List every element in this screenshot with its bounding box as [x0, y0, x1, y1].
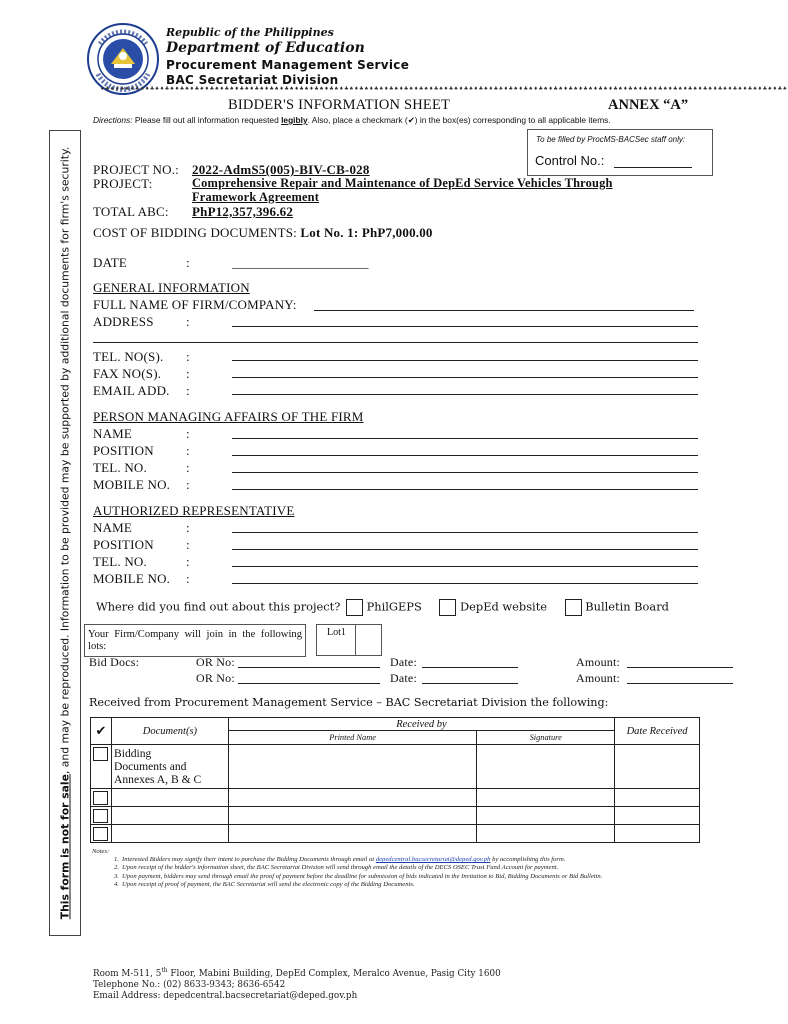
- address-colon: :: [186, 314, 190, 329]
- footer-room-sup: th: [161, 967, 168, 974]
- form-title: BIDDER'S INFORMATION SHEET: [228, 97, 451, 113]
- signature-header: Signature: [477, 731, 615, 745]
- total-abc-label: TOTAL ABC:: [93, 204, 169, 219]
- philgeps-checkbox[interactable]: [346, 599, 363, 616]
- footer-room: [93, 965, 501, 980]
- printed-name-cell[interactable]: [228, 789, 476, 807]
- footer-email: Email Address: depedcentral.bacsecretariat@deped.gov.ph: [93, 990, 358, 1001]
- general-info-heading: GENERAL INFORMATION: [93, 280, 250, 295]
- address-field-2[interactable]: [93, 342, 698, 343]
- rep-name-colon: :: [186, 520, 190, 535]
- control-no-label: Control No.:: [535, 153, 605, 168]
- deped-website-checkbox[interactable]: [439, 599, 456, 616]
- document-cell[interactable]: [111, 825, 228, 843]
- rep-name-label: NAME: [93, 520, 133, 535]
- lot1-divider: [355, 625, 356, 655]
- doc-line-2: Documents and: [113, 760, 187, 773]
- bid-docs-label: Bid Docs:: [89, 655, 140, 669]
- signature-cell[interactable]: [477, 789, 615, 807]
- rep-position-colon: :: [186, 537, 190, 552]
- person-mobile-label: MOBILE NO.: [93, 477, 171, 492]
- rep-tel-field[interactable]: [232, 566, 698, 567]
- rep-mobile-label: MOBILE NO.: [93, 571, 171, 586]
- address-label: ADDRESS: [93, 314, 154, 329]
- printed-name-cell[interactable]: [228, 825, 476, 843]
- fax-colon: :: [186, 366, 190, 381]
- or-no-label-2: OR No:: [196, 671, 235, 685]
- rep-position-field[interactable]: [232, 549, 698, 550]
- footer-address: [93, 965, 501, 1002]
- republic-text: Republic of the Philippines: [166, 26, 334, 39]
- documents-header: Document(s): [111, 718, 228, 745]
- person-name-colon: :: [186, 426, 190, 441]
- person-position-field[interactable]: [232, 455, 698, 456]
- rep-name-field[interactable]: [232, 532, 698, 533]
- date-field[interactable]: _____________________: [232, 255, 369, 270]
- date-received-cell[interactable]: [615, 807, 700, 825]
- person-mobile-colon: :: [186, 477, 190, 492]
- bidding-documents-cell: [111, 745, 228, 789]
- lot1-label: Lot1: [327, 627, 346, 638]
- letterhead: [166, 26, 409, 87]
- checkmark-icon: ✔: [407, 115, 415, 125]
- footer-telephone: Telephone No.: (02) 8633-9343; 8636-6542: [93, 979, 286, 990]
- note-number: 3.: [114, 872, 119, 880]
- note-item: [92, 881, 702, 889]
- notes-label: Notes:: [92, 848, 110, 855]
- bulletin-board-label: Bulletin Board: [585, 599, 669, 614]
- side-notice-frame: [49, 130, 81, 936]
- rep-position-label: POSITION: [93, 537, 154, 552]
- decorative-border: ♦♣♠♦♣♠♦♣♠♦♣♠♦♣♠♦♣♠♦♣♠♦♣♠♦♣♠♦♣♠♦♣♠♦♣♠♦♣♠♦♣♠♦♣♠♦♣♠♦♣♠♦♣♠♦♣♠♦♣♠♦♣♠♦♣♠♦♣♠♦♣♠♦♣♠♦♣♠♦♣♠♦♣♠♦♣♠♦♣♠♦♣♠♦♣♠♦♣♠♦♣♠♦♣♠♦♣♠♦♣♠♦♣♠♦♣♠♦♣♠♦♣♠♦♣♠♦♣♠♦♣♠♦♣♠♦♣♠: [100, 86, 788, 92]
- or-no-field-1[interactable]: [238, 667, 380, 668]
- annex-label: ANNEX “A”: [608, 97, 689, 113]
- footer-room-post: Floor, Mabini Building, DepEd Complex, Meralco Avenue, Pasig City 1600: [167, 968, 501, 979]
- printed-name-cell[interactable]: [228, 745, 476, 789]
- note-item: [92, 873, 702, 881]
- date-received-cell[interactable]: [615, 825, 700, 843]
- rep-mobile-colon: :: [186, 571, 190, 586]
- date-received-header: Date Received: [615, 718, 700, 745]
- authorized-rep-heading: AUTHORIZED REPRESENTATIVE: [93, 503, 295, 518]
- note-item: [92, 864, 702, 872]
- date-colon: :: [186, 255, 190, 270]
- person-tel-label: TEL. NO.: [93, 460, 147, 475]
- note-1-tail: by accomplishing this form.: [492, 856, 566, 864]
- address-field-1[interactable]: [232, 326, 698, 327]
- rep-tel-colon: :: [186, 554, 190, 569]
- email-label: EMAIL ADD.: [93, 383, 170, 398]
- row-checkbox[interactable]: [93, 809, 108, 823]
- project-label: PROJECT:: [93, 176, 153, 191]
- date-label: DATE: [93, 255, 128, 270]
- person-tel-colon: :: [186, 460, 190, 475]
- fax-label: FAX NO(S).: [93, 366, 162, 381]
- doc-line-3: Annexes A, B & C: [113, 773, 202, 786]
- tel-colon: :: [186, 349, 190, 364]
- total-abc-value: PhP12,357,396.62: [192, 204, 294, 219]
- date-field-2[interactable]: [422, 683, 518, 684]
- staff-only-note: To be filled by ProcMS-BACSec staff only:: [536, 135, 686, 144]
- table-row: [91, 807, 700, 825]
- rep-mobile-field[interactable]: [232, 583, 698, 584]
- cost-bidding-docs: [93, 225, 433, 241]
- table-row: [91, 789, 700, 807]
- email-field[interactable]: [232, 394, 698, 395]
- deped-website-label: DepEd website: [460, 599, 548, 614]
- lots-text: Your Firm/Company will join in the following lots:: [88, 629, 302, 652]
- note-number: 2.: [114, 864, 119, 872]
- directions-part1: Please fill out all information requested: [134, 115, 279, 125]
- note-4-text: Upon receipt of proof of payment, the BAC Secretariat will send the electronic copy of the Bidding Documents.: [122, 880, 415, 888]
- tel-label: TEL. NO(S).: [93, 349, 164, 364]
- person-tel-field[interactable]: [232, 472, 698, 473]
- person-managing-heading: PERSON MANAGING AFFAIRS OF THE FIRM: [93, 409, 364, 424]
- amount-label-1: Amount:: [576, 655, 621, 669]
- or-no-field-2[interactable]: [238, 683, 380, 684]
- staff-only-box: [527, 129, 713, 176]
- directions-part3: ) in the box(es) corresponding to all applicable items.: [414, 115, 611, 125]
- signature-cell[interactable]: [477, 825, 615, 843]
- note-number: 4.: [114, 880, 119, 888]
- lots-box: [84, 624, 306, 657]
- check-column-header: ✔: [91, 718, 112, 745]
- project-name-line1: Comprehensive Repair and Maintenance of DepEd Service Vehicles Through: [192, 176, 613, 190]
- printed-name-header: Printed Name: [228, 731, 476, 745]
- note-number: 1.: [114, 856, 119, 864]
- firm-name-label: FULL NAME OF FIRM/COMPANY:: [93, 297, 297, 312]
- deped-seal-logo: [86, 22, 160, 96]
- directions-legibly: legibly: [281, 115, 308, 125]
- row-checkbox[interactable]: [93, 827, 108, 841]
- division-text: BAC Secretariat Division: [166, 73, 339, 87]
- firm-name-field[interactable]: [314, 310, 694, 311]
- philgeps-label: PhilGEPS: [366, 599, 422, 614]
- project-name-line2: Framework Agreement: [192, 190, 320, 204]
- tel-field[interactable]: [232, 360, 698, 361]
- footer-room-pre: Room M-511, 5: [93, 968, 162, 979]
- lot1-box[interactable]: [316, 624, 382, 656]
- note-2-text: Upon receipt of the bidder's information sheet, the BAC Secretariat Division will send through email the details of the DECS OSEC Trust Fund Account for payment.: [122, 864, 559, 872]
- fax-field[interactable]: [232, 377, 698, 378]
- cost-label: COST OF BIDDING DOCUMENTS:: [93, 225, 297, 240]
- table-row: [91, 745, 700, 789]
- table-row: [91, 825, 700, 843]
- source-question-row: [96, 599, 669, 616]
- received-documents-table: [90, 717, 700, 843]
- source-question: Where did you find out about this project?: [96, 599, 341, 614]
- side-notice-rest: , and may be reproduced. Information to be provided may be supported by additional documents for firm's security.: [58, 146, 72, 775]
- department-text: Department of Education: [166, 40, 365, 56]
- date-label-1: Date:: [390, 655, 417, 669]
- bac-email-link[interactable]: depedcentral.bacsecretariat@deped.gov.ph: [375, 856, 491, 864]
- directions-text: [93, 115, 611, 125]
- email-colon: :: [186, 383, 190, 398]
- project-no-value: 2022-AdmS5(005)-BIV-CB-028: [192, 162, 370, 177]
- signature-cell[interactable]: [477, 807, 615, 825]
- amount-field-2[interactable]: [627, 683, 733, 684]
- person-mobile-field[interactable]: [232, 489, 698, 490]
- received-heading: Received from Procurement Management Service – BAC Secretariat Division the following:: [89, 696, 609, 709]
- printed-name-cell[interactable]: [228, 807, 476, 825]
- note-3-text: Upon payment, bidders may send through email the proof of payment before the deadline for submission of bids indicated in the Invitation to Bid, Bidding Documents or Bid Bulletin.: [122, 872, 603, 880]
- received-by-header: Received by: [228, 718, 614, 731]
- not-for-sale-text: This form is not for sale: [58, 774, 72, 920]
- service-text: Procurement Management Service: [166, 58, 410, 72]
- control-no-field[interactable]: [614, 167, 692, 168]
- row-checkbox[interactable]: [93, 747, 108, 761]
- note-item: [92, 856, 702, 864]
- bulletin-board-checkbox[interactable]: [565, 599, 582, 616]
- row-checkbox[interactable]: [93, 791, 108, 805]
- or-no-label-1: OR No:: [196, 655, 235, 669]
- directions-label: Directions:: [93, 115, 133, 125]
- date-field-1[interactable]: [422, 667, 518, 668]
- date-received-cell[interactable]: [615, 789, 700, 807]
- person-position-colon: :: [186, 443, 190, 458]
- directions-part2: . Also, place a checkmark (: [307, 115, 408, 125]
- rep-tel-label: TEL. NO.: [93, 554, 147, 569]
- note-1-text: Interested Bidders may signify their intent to purchase the Bidding Documents through email at: [122, 856, 375, 864]
- doc-line-1: Bidding: [113, 747, 152, 760]
- person-position-label: POSITION: [93, 443, 154, 458]
- amount-field-1[interactable]: [627, 667, 733, 668]
- person-name-field[interactable]: [232, 438, 698, 439]
- person-name-label: NAME: [93, 426, 133, 441]
- document-cell[interactable]: [111, 807, 228, 825]
- date-received-cell[interactable]: [615, 745, 700, 789]
- notes-section: [92, 848, 702, 889]
- side-notice-text: [59, 138, 72, 928]
- document-cell[interactable]: [111, 789, 228, 807]
- amount-label-2: Amount:: [576, 671, 621, 685]
- cost-value: Lot No. 1: PhP7,000.00: [300, 225, 433, 240]
- signature-cell[interactable]: [477, 745, 615, 789]
- date-label-2: Date:: [390, 671, 417, 685]
- project-no-label: PROJECT NO.:: [93, 162, 179, 177]
